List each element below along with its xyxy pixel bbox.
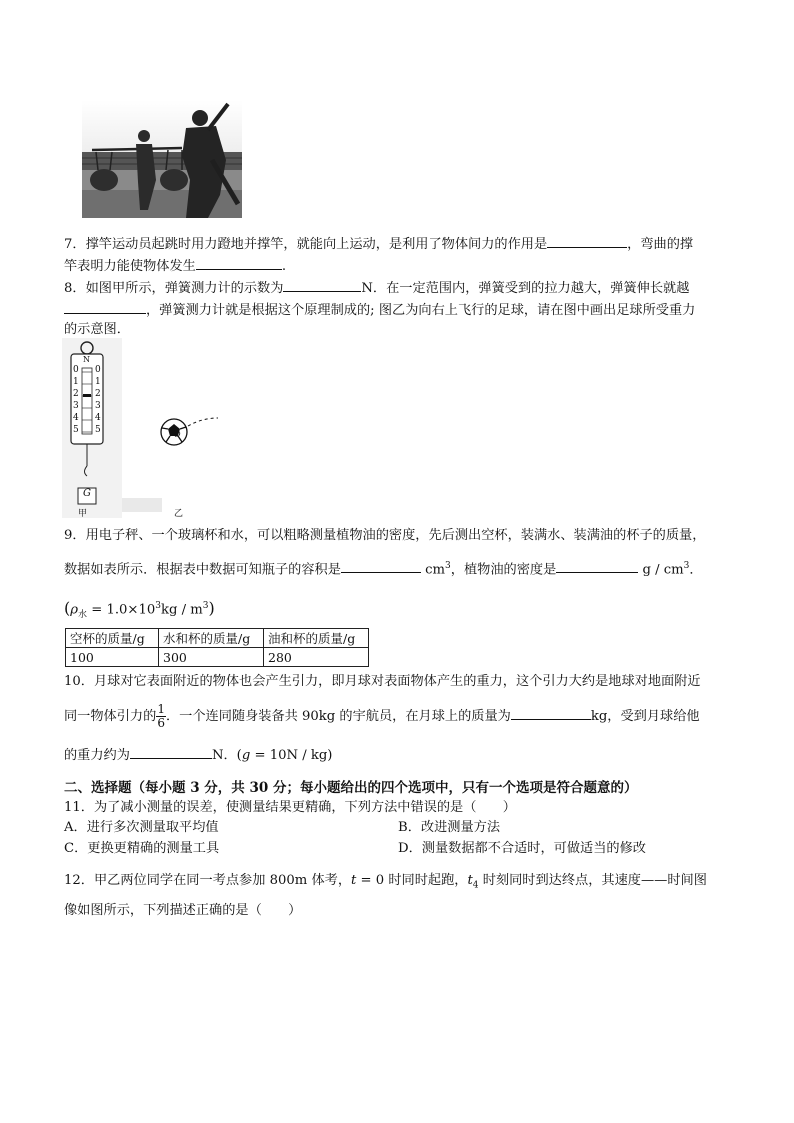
q8-line1-b: N．在一定范围内，弹簧受到的拉力越大，弹簧伸长就越 (361, 281, 690, 296)
q8-line3 (64, 320, 130, 340)
q12-line1-a: 12．甲乙两位同学在同一考点参加 800m 体考， (64, 873, 352, 888)
q9-formula-sup2: 3 (202, 601, 209, 611)
table-row (66, 648, 369, 667)
football-figure (122, 338, 232, 518)
weight-label: G (83, 488, 91, 499)
q12-line2: 像如图所示，下列描述正确的是（ ） (64, 903, 302, 918)
q9-unit-cm: cm (425, 562, 446, 578)
q12-line1-b: = 0 时同时起跑， (356, 873, 468, 888)
q11-stem: 11．为了减小测量的误差，使测量结果更精确，下列方法中错误的是（ ） (64, 800, 516, 815)
q10-blank-2[interactable] (130, 744, 212, 759)
q9-rho: ρ (70, 602, 79, 618)
q9-line1 (64, 526, 705, 546)
label-yi: 乙 (174, 509, 184, 519)
q8-line1 (64, 277, 689, 299)
q10-line3-b: N．( (211, 748, 242, 763)
q9-rho-sub: 水 (78, 610, 88, 621)
q10-line1-text: 10．月球对它表面附近的物体也会产生引力，即月球对表面物体产生的重力，这个引力大约是地球对地面附近 (64, 674, 701, 689)
q10-frac-num: 1 (157, 702, 165, 716)
q7-text-c: 竿表明力能使物体发生 (64, 259, 196, 274)
q10-line3-c: = 10N / kg) (250, 748, 333, 763)
scale-num-left-2: 2 (73, 389, 79, 399)
q9-data-table (65, 628, 369, 667)
label-jia: 甲 (78, 509, 88, 519)
q7-line2 (64, 255, 286, 277)
q10-line2-a: 同一物体引力的 (64, 709, 157, 724)
q9-unit-gcm: g / cm (642, 562, 684, 578)
q10-line2 (64, 703, 700, 730)
scale-num-right-0: 0 (95, 365, 101, 375)
scale-num-left-1: 1 (73, 377, 79, 387)
q12-t4-sub: 4 (472, 880, 479, 891)
scale-num-right-2: 2 (95, 389, 101, 399)
q9-formula-c: kg / m (161, 602, 203, 618)
scale-num-right-3: 3 (95, 401, 101, 411)
q9-line2-e: ． (689, 562, 703, 578)
table-cell: 280 (264, 648, 369, 667)
q9-formula-b: = 1.0×10 (87, 602, 156, 618)
q10-line3-a: 的重力约为 (64, 748, 130, 763)
q11-option-a[interactable]: A．进行多次测量取平均值 (64, 820, 219, 835)
q8-blank-2[interactable] (64, 299, 146, 314)
q10-line2-c: kg，受到月球给他 (590, 709, 700, 724)
q9-formula: $(\rho_水 = 1.0\times 10^3kg / m^3)$ (64, 598, 215, 621)
q10-g-symbol: g (241, 748, 251, 763)
table-header-cell: 空杯的质量/g (66, 629, 159, 648)
q12-t4: t (467, 873, 473, 888)
q8-line2 (64, 299, 695, 321)
q7-text-a: 7．撑竿运动员起跳时用力蹬地并撑竿，就能向上运动，是利用了物体间力的作用是 (64, 237, 548, 252)
scale-num-right-4: 4 (95, 413, 101, 423)
statue-photo (82, 100, 242, 218)
q9-line2-a: 数据如表所示．根据表中数据可知瓶子的容积是 (64, 562, 341, 578)
table-header-cell: 水和杯的质量/g (159, 629, 264, 648)
q9-formula-sup: 3 (155, 601, 162, 611)
q11-option-c[interactable]: C．更换更精确的测量工具 (64, 841, 220, 856)
scale-num-left-5: 5 (73, 425, 79, 435)
q9-line2 (64, 556, 703, 580)
q10-line3 (64, 744, 332, 766)
q9-unit-cm-sup: 3 (445, 561, 451, 571)
q12-line1-c: 时刻同时到达终点，其速度——时间图 (478, 873, 707, 888)
table-cell: 100 (66, 648, 159, 667)
q8-line1-a: 8．如图甲所示，弹簧测力计的示数为 (64, 281, 284, 296)
table-header-row (66, 629, 369, 648)
q10-fraction (156, 703, 166, 730)
scale-num-left-3: 3 (73, 401, 79, 411)
scale-num-right-1: 1 (95, 377, 101, 387)
q7-blank-2[interactable] (196, 255, 282, 270)
q10-line1 (64, 672, 701, 692)
q12-t: t (351, 873, 357, 888)
q8-blank-1[interactable] (283, 277, 361, 292)
q9-line1-text: 9．用电子秤、一个玻璃杯和水，可以粗略测量植物油的密度，先后测出空杯，装满水、装满油的杯子的质量， (64, 528, 706, 543)
q8-line3-text: 的示意图． (64, 322, 130, 337)
scale-unit-label: N (83, 355, 90, 364)
q9-line2-c: ，植物油的密度是 (450, 562, 557, 578)
q9-blank-2[interactable] (556, 558, 638, 573)
section-2-heading: 二、选择题（每小题 3 分，共 30 分；每小题给出的四个选项中，只有一个选项是符合题意的） (64, 780, 638, 796)
q11-option-d[interactable]: D．测量数据都不合适时，可做适当的修改 (398, 841, 646, 856)
q7-line1 (64, 233, 693, 255)
q12-line1 (64, 871, 707, 896)
q7-text-d: . (281, 259, 287, 274)
q7-blank-1[interactable] (547, 233, 627, 248)
q10-line2-b: ．一个连同随身装备共 90kg 的宇航员，在月球上的质量为 (165, 709, 511, 724)
q11-option-b[interactable]: B．改进测量方法 (398, 820, 501, 835)
q9-unit-gcm-sup: 3 (683, 561, 690, 571)
scale-num-left-0: 0 (73, 365, 79, 375)
q7-text-b: ，弯曲的撑 (627, 237, 694, 252)
ball-center-label: O (174, 430, 181, 439)
scale-num-right-5: 5 (95, 425, 101, 435)
q10-blank-1[interactable] (511, 705, 591, 720)
scale-num-left-4: 4 (73, 413, 79, 423)
q9-blank-1[interactable] (341, 558, 421, 573)
spring-scale-figure (62, 338, 122, 518)
q8-line2-text: ，弹簧测力计就是根据这个原理制成的; 图乙为向右上飞行的足球，请在图中画出足球所受重力 (146, 303, 696, 318)
q10-frac-den: 6 (157, 716, 165, 730)
table-cell: 300 (159, 648, 264, 667)
table-header-cell: 油和杯的质量/g (264, 629, 369, 648)
